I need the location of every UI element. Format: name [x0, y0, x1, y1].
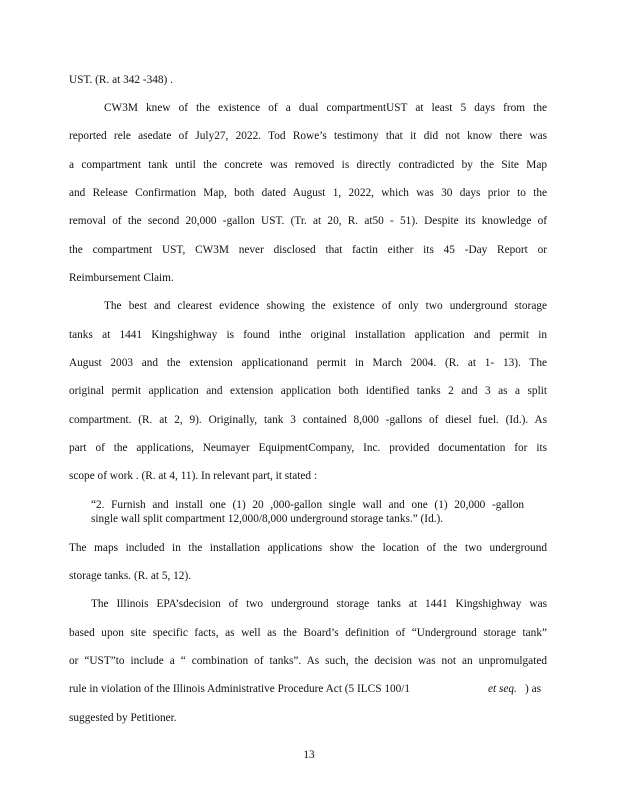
- text-line: scope of work . (R. at 4, 11). In relevant part, it stated :: [69, 470, 318, 482]
- text-line: CW3M knew of the existence of a dual compartmentUST at least 5 days from the: [104, 102, 547, 114]
- text-line: removal of the second 20,000 -gallon UST. (Tr. at 20, R. at50 - 51). Despite its knowledge of: [69, 215, 547, 227]
- italic-segment: et seq.: [488, 683, 517, 695]
- text-line: UST. (R. at 342 -348) .: [69, 74, 173, 86]
- text-segment: ) as: [525, 683, 541, 695]
- block-quote-line: single wall split compartment 12,000/8,000 underground storage tanks.” (Id.).: [91, 513, 444, 525]
- text-line: original permit application and extension application both identified tanks 2 and 3 as a split: [69, 385, 547, 397]
- text-line: a compartment tank until the concrete was removed is directly contradicted by the Site Map: [69, 159, 547, 171]
- text-line: part of the applications, Neumayer EquipmentCompany, Inc. provided documentation for its: [69, 442, 547, 454]
- text-line: storage tanks. (R. at 5, 12).: [69, 570, 192, 582]
- text-line: reported rele asedate of July27, 2022. Tod Rowe’s testimony that it did not know there was: [69, 130, 547, 142]
- text-line: The Illinois EPA’sdecision of two underground storage tanks at 1441 Kingshighway was: [91, 598, 547, 610]
- text-line: Reimbursement Claim.: [69, 272, 174, 284]
- text-line: suggested by Petitioner.: [69, 712, 177, 724]
- text-line: based upon site specific facts, as well as the Board’s definition of “Underground storage tank”: [69, 627, 547, 639]
- text-line: the compartment UST, CW3M never disclosed that factin either its 45 -Day Report or: [69, 244, 547, 256]
- text-line: The best and clearest evidence showing the existence of only two underground storage: [104, 300, 547, 312]
- text-line: August 2003 and the extension applicationand permit in March 2004. (R. at 1- 13). The: [69, 357, 547, 369]
- text-line: tanks at 1441 Kingshighway is found inthe original installation application and permit in: [69, 329, 547, 341]
- page-number: 13: [303, 749, 315, 761]
- text-line: or “UST”to include a “ combination of tanks”. As such, the decision was not an unpromulgated: [69, 655, 547, 667]
- text-line: compartment. (R. at 2, 9). Originally, tank 3 contained 8,000 -gallons of diesel fuel. (Id.). As: [69, 414, 547, 426]
- text-line: The maps included in the installation applications show the location of the two underground: [69, 542, 547, 554]
- text-line: and Release Confirmation Map, both dated August 1, 2022, which was 30 days prior to the: [69, 187, 547, 199]
- text-segment: rule in violation of the Illinois Administrative Procedure Act (5 ILCS 100/1: [69, 683, 411, 695]
- block-quote-line: “2. Furnish and install one (1) 20 ,000-gallon single wall and one (1) 20,000 -gallon: [91, 499, 524, 511]
- text-line-with-italic: [69, 682, 547, 696]
